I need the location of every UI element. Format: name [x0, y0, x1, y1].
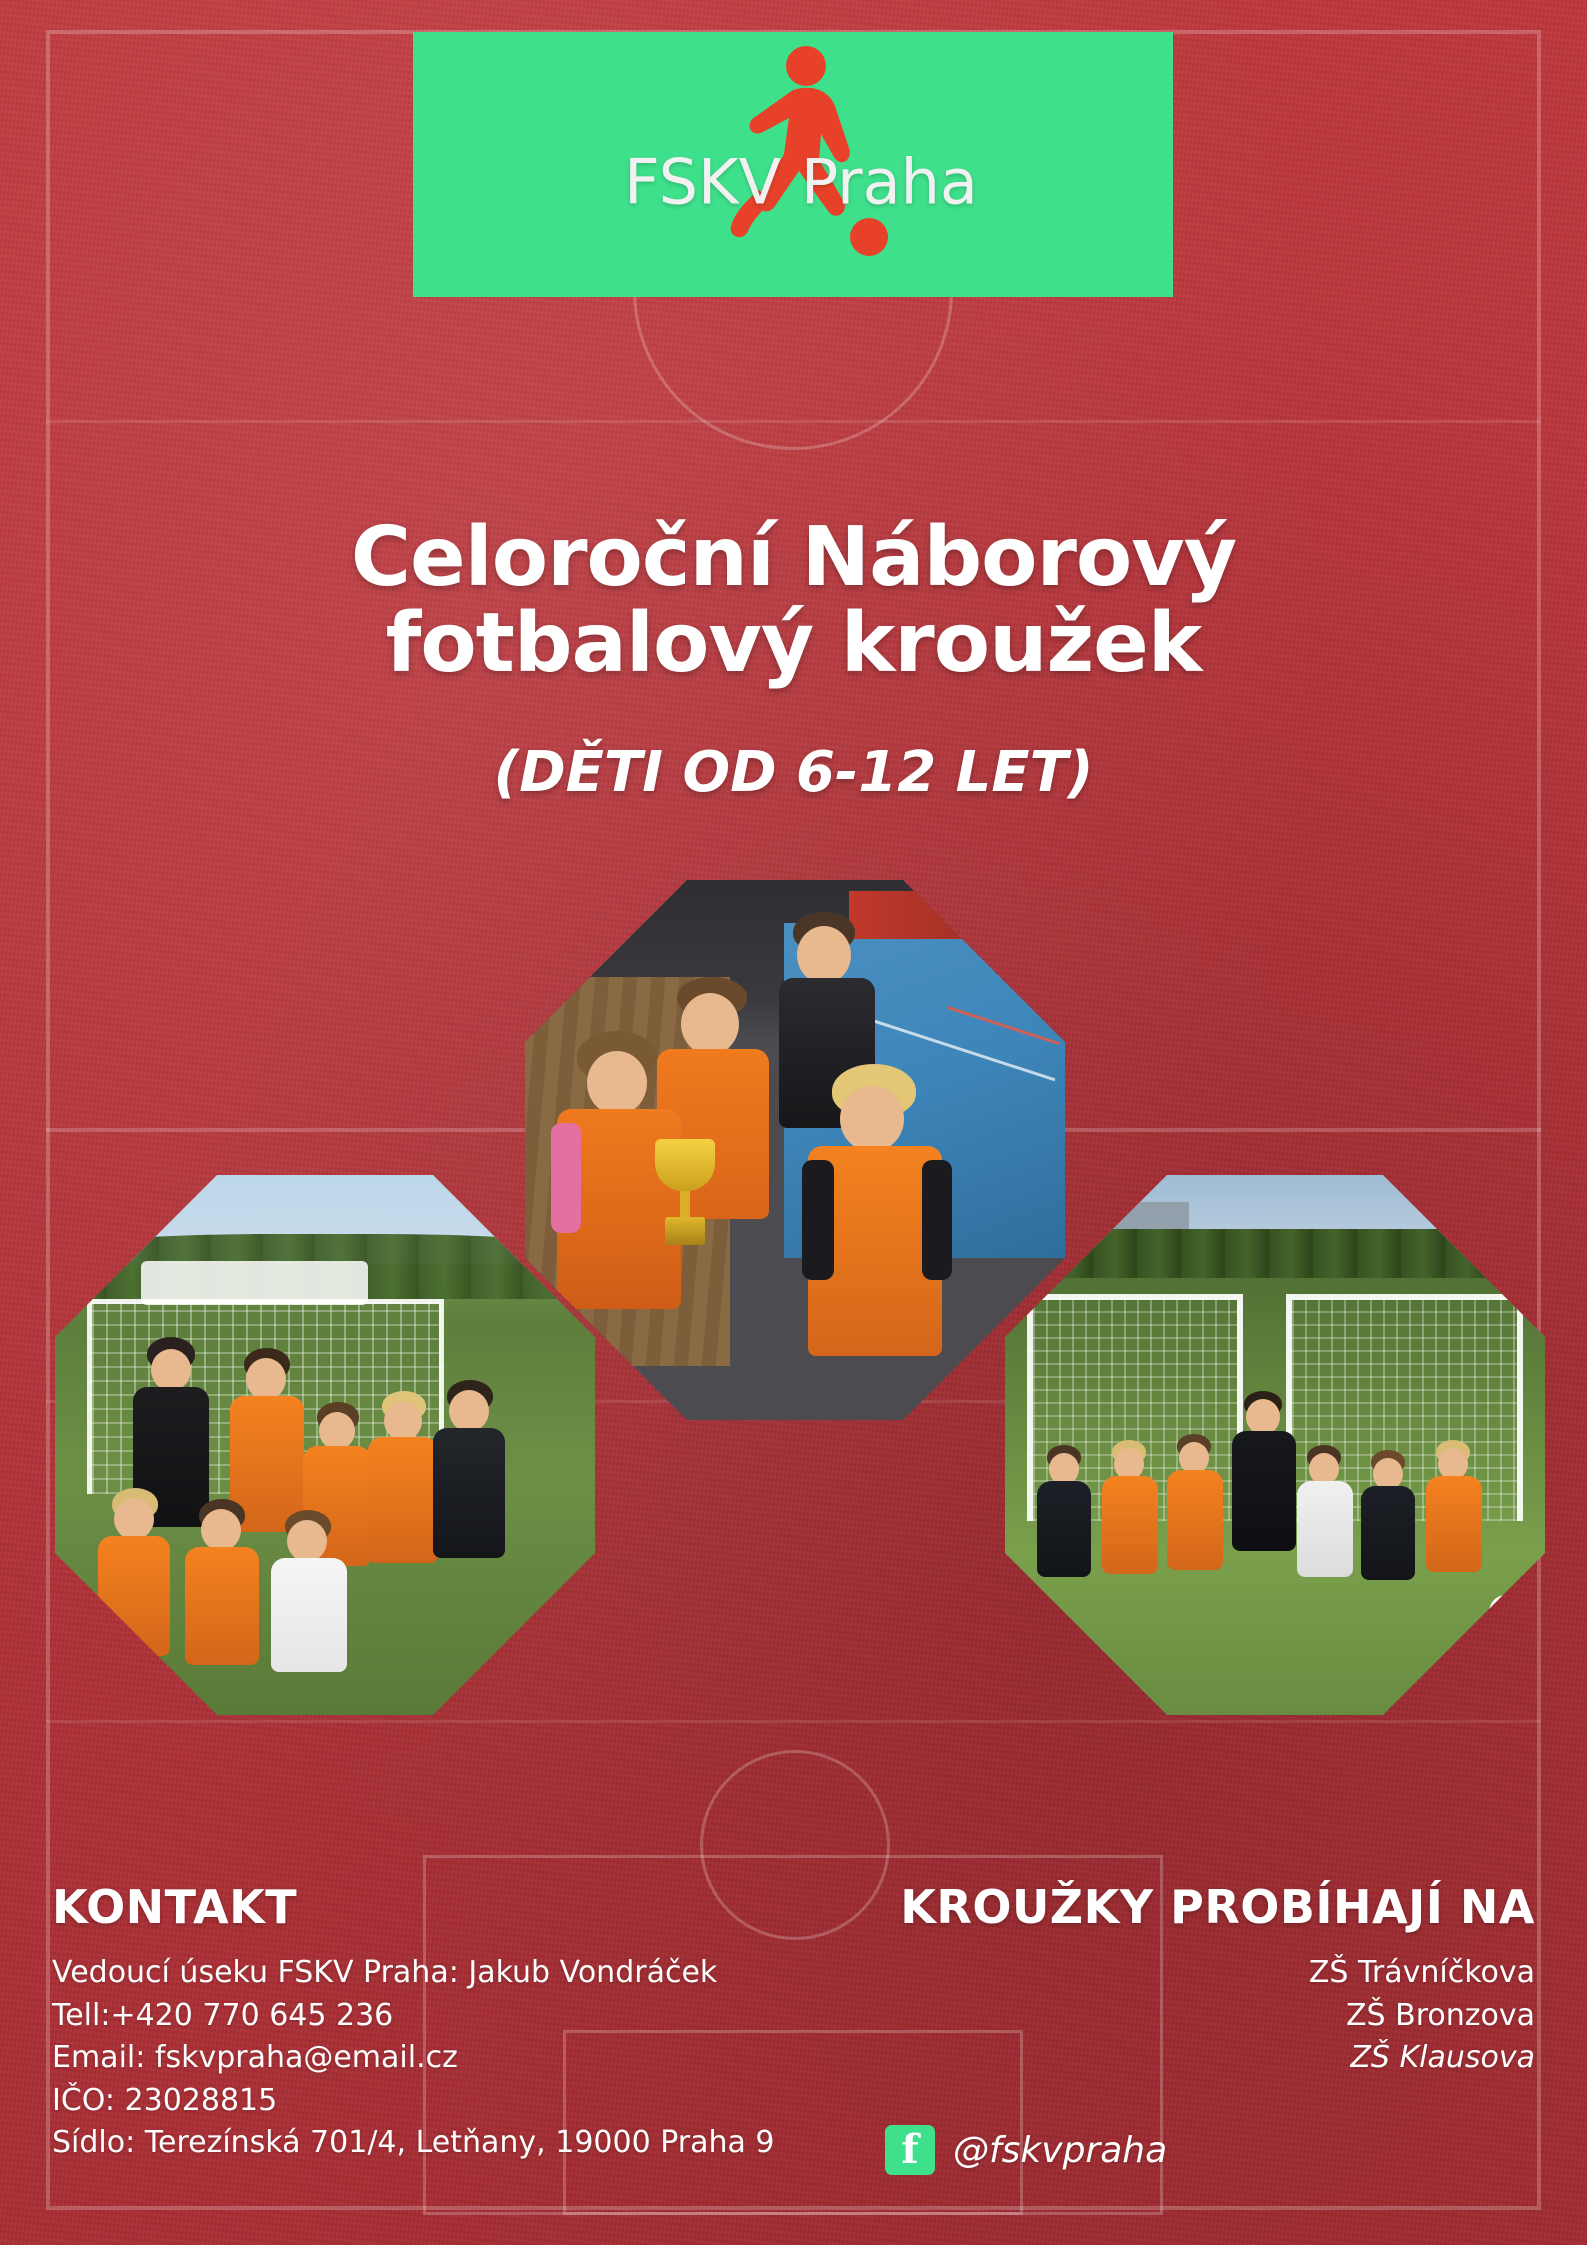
- venue-item-1: ZŠ Trávníčkova: [1308, 1955, 1535, 1990]
- soccer-ball-icon: [1489, 1595, 1523, 1629]
- headline-line-1: Celoroční Náborový: [350, 510, 1237, 605]
- venues-section: [775, 1880, 1535, 2080]
- trophy-icon: [655, 1139, 715, 1249]
- logo-banner: [413, 32, 1173, 297]
- photo-team-grass: [55, 1175, 595, 1715]
- child-figure: [806, 1064, 946, 1394]
- canopy-tent: [141, 1261, 368, 1304]
- venue-item-3: ZŠ Klausova: [1350, 2040, 1535, 2076]
- pitch-line-upper: [46, 420, 1541, 423]
- contact-title: KONTAKT: [52, 1880, 298, 1934]
- contact-line-address: Sídlo: Terezínská 701/4, Letňany, 19000 Praha 9: [52, 2125, 775, 2161]
- contact-section: [52, 1880, 852, 2165]
- page-title: [0, 510, 1587, 692]
- venue-item-2: ZŠ Bronzova: [1346, 1997, 1535, 2033]
- logo-inner: [413, 32, 1173, 297]
- facebook-glyph: f: [901, 2126, 919, 2173]
- contact-line-email[interactable]: Email: fskvpraha@email.cz: [52, 2040, 458, 2076]
- pitch-line-lower: [46, 1720, 1541, 1723]
- photo-indoor-trophy: [525, 880, 1065, 1420]
- child-figure: [271, 1510, 349, 1690]
- child-figure: [1102, 1440, 1160, 1595]
- social-handle[interactable]: @fskvpraha: [953, 2129, 1168, 2171]
- child-figure: [1037, 1445, 1093, 1595]
- venues-title: KROUŽKY PROBÍHAJÍ NA: [900, 1880, 1535, 1934]
- contact-line-name: Vedoucí úseku FSKV Praha: Jakub Vondráček: [52, 1955, 718, 1990]
- child-figure: [98, 1488, 172, 1678]
- child-figure: [185, 1499, 261, 1684]
- child-figure: [1361, 1450, 1417, 1598]
- child-figure: [368, 1391, 440, 1591]
- contact-line-phone[interactable]: Tell:+420 770 645 236: [52, 1997, 394, 2033]
- child-figure: [1297, 1445, 1355, 1595]
- photo-grass-scene: [55, 1175, 595, 1715]
- child-figure: [1426, 1440, 1484, 1592]
- coach-figure: [1232, 1391, 1298, 1571]
- hall-court-line: [947, 1006, 1059, 1045]
- photo-indoor-scene: [525, 880, 1065, 1420]
- page-subtitle: (DĚTI OD 6-12 LET): [493, 740, 1094, 805]
- headline-line-2: fotbalový kroužek: [385, 596, 1202, 692]
- child-figure: [433, 1380, 507, 1590]
- logo-text: FSKV Praha: [624, 145, 978, 219]
- photo-team-goals: [1005, 1175, 1545, 1715]
- social-link[interactable]: [885, 2125, 1167, 2175]
- photo-goals-scene: [1005, 1175, 1545, 1715]
- facebook-icon[interactable]: [885, 2125, 935, 2175]
- child-figure: [1167, 1434, 1225, 1592]
- bush-line: [1005, 1229, 1545, 1278]
- contact-line-ico: IČO: 23028815: [52, 2082, 278, 2118]
